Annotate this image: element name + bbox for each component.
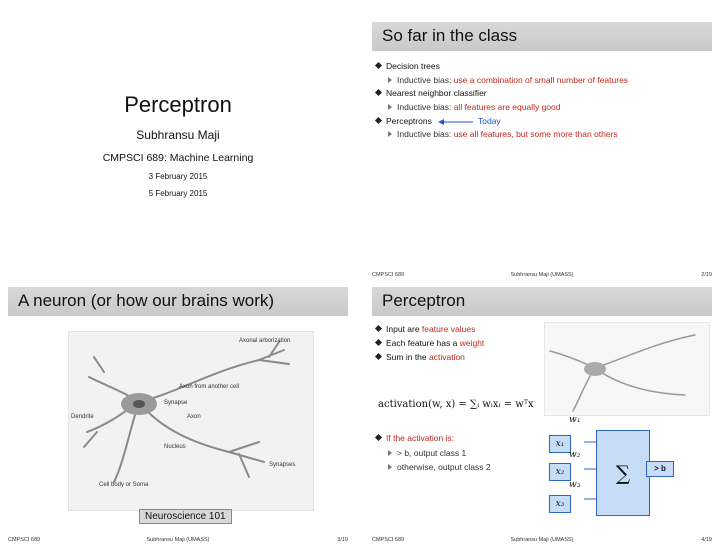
author-name: Subhransu Maji <box>136 128 220 142</box>
diamond-bullet-icon <box>375 434 382 441</box>
slide-neuron <box>8 287 348 549</box>
label-axon: Axon <box>187 414 201 420</box>
triangle-bullet-icon <box>388 104 392 110</box>
today-label: Today <box>478 116 501 126</box>
sum-node: ∑ <box>596 430 650 516</box>
activation-formula: activation(w, x) = ∑ᵢ wᵢxᵢ = wᵀx <box>378 399 534 410</box>
diamond-bullet-icon <box>375 325 382 332</box>
weight-w1: w₁ <box>569 415 581 425</box>
weight-w2: w₂ <box>569 450 581 460</box>
bullet-decision-trees: Decision trees <box>376 61 440 71</box>
input-x1: x₁ <box>549 435 571 453</box>
diamond-bullet-icon <box>375 89 382 96</box>
triangle-bullet-icon <box>388 464 392 470</box>
slide-header <box>372 22 712 51</box>
slide-heading: So far in the class <box>382 26 518 45</box>
diamond-bullet-icon <box>375 62 382 69</box>
label-axon-from-another-cell: Axon from another cell <box>179 384 240 390</box>
slide-perceptron <box>372 287 712 549</box>
neuron-thumbnail <box>544 322 710 416</box>
triangle-bullet-icon <box>388 450 392 456</box>
triangle-bullet-icon <box>388 77 392 83</box>
label-axonal-arborization: Axonal arborization <box>239 338 291 344</box>
diamond-bullet-icon <box>375 117 382 124</box>
label-synapses: Synapses <box>269 462 296 468</box>
bullet-inputs: Input are feature values <box>376 324 475 334</box>
subbullet-class-2: otherwise, output class 2 <box>388 462 491 472</box>
slide-so-far <box>372 22 712 284</box>
bullet-perceptrons: Perceptrons <box>376 116 432 126</box>
slide-heading: Perceptron <box>382 291 466 310</box>
diamond-bullet-icon <box>375 339 382 346</box>
diamond-bullet-icon <box>375 353 382 360</box>
neuron-illustration-icon <box>545 323 711 417</box>
slide-title-text: Perceptron <box>124 92 232 117</box>
date-2: 5 February 2015 <box>148 189 208 198</box>
label-nucleus: Nucleus <box>164 444 186 450</box>
slide-footer: CMPSCI 689 Subhransu Maji (UMASS) 3/19 <box>8 537 348 543</box>
bullet-activation-rule: If the activation is: <box>376 433 454 443</box>
subbullet-inductive-bias-1: Inductive bias: use a combination of small number of features <box>388 75 628 85</box>
arrow-left-icon <box>438 118 474 126</box>
course-name: CMPSCI 689: Machine Learning <box>102 152 254 164</box>
triangle-bullet-icon <box>388 131 392 137</box>
slide-footer: CMPSCI 689 Subhransu Maji (UMASS) 4/19 <box>372 537 712 543</box>
input-x3: x₃ <box>549 495 571 513</box>
bullet-nearest-neighbor: Nearest neighbor classifier <box>376 88 487 98</box>
label-synapse: Synapse <box>164 400 188 406</box>
label-cell-body: Cell body or Soma <box>99 482 149 488</box>
date-1: 3 February 2015 <box>148 172 208 181</box>
bullet-sum: Sum in the activation <box>376 352 465 362</box>
slide-heading: A neuron (or how our brains work) <box>18 291 275 310</box>
slide-header <box>8 287 348 316</box>
slide-footer: CMPSCI 689 Subhransu Maji (UMASS) 2/19 <box>372 272 712 278</box>
slide-header <box>372 287 712 316</box>
caption-neuroscience: Neuroscience 101 <box>139 509 232 524</box>
input-x2: x₂ <box>549 463 571 481</box>
bullet-weights: Each feature has a weight <box>376 338 484 348</box>
label-dendrite: Dendrite <box>71 414 94 420</box>
weight-w3: w₃ <box>569 480 581 490</box>
subbullet-inductive-bias-3: Inductive bias: use all features, but some more than others <box>388 129 618 139</box>
subbullet-inductive-bias-2: Inductive bias: all features are equally good <box>388 102 561 112</box>
threshold-node: > b <box>646 461 674 477</box>
neuron-diagram <box>68 331 314 511</box>
slide-title <box>8 22 348 284</box>
subbullet-class-1: > b, output class 1 <box>388 448 466 458</box>
